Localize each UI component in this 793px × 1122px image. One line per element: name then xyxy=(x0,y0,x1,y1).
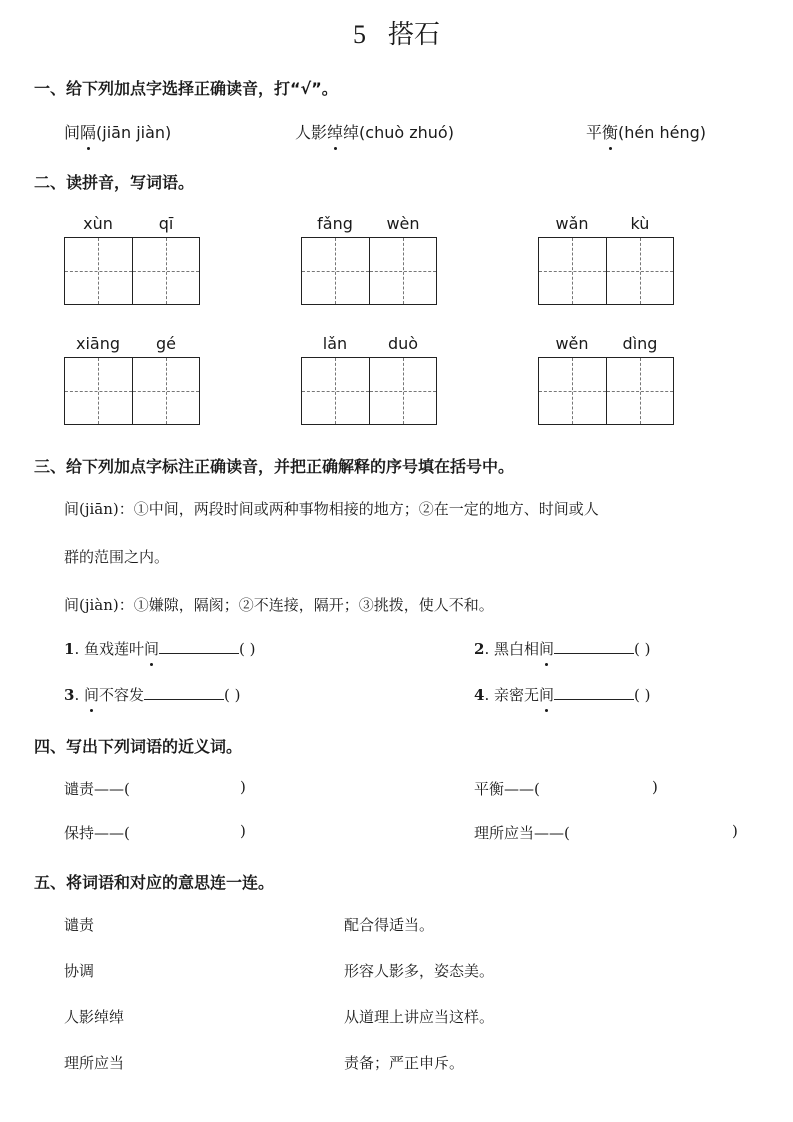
question-4: 4. 亲密无间 ( ) xyxy=(474,686,651,704)
pinyin: gé xyxy=(156,334,176,353)
pinyin: duò xyxy=(387,334,419,353)
definition-jian1-cont: 群的范围之内。 xyxy=(64,548,170,566)
match-word[interactable]: 协调 xyxy=(64,962,95,980)
page-title xyxy=(0,14,793,51)
pinyin: lǎn xyxy=(322,334,348,353)
match-meaning[interactable]: 责备；严正申斥。 xyxy=(344,1054,465,1072)
writing-grid[interactable] xyxy=(301,357,437,425)
s1-item-2: 人影绰绰(chuò zhuó) xyxy=(295,120,454,143)
grid-cell[interactable] xyxy=(65,238,132,304)
definition-jian4: 间(jiàn)：①嫌隙，隔阂；②不连接，隔开；③挑拨，使人不和。 xyxy=(64,596,494,614)
definition-jian1: 间(jiān)：①中间，两段时间或两种事物相接的地方；②在一定的地方、时间或人 xyxy=(64,500,599,518)
grid-cell[interactable] xyxy=(132,238,200,304)
pinyin: kù xyxy=(630,214,650,233)
pinyin: wǎn xyxy=(555,214,589,233)
writing-grid[interactable] xyxy=(64,237,200,305)
section-5-heading: 五、将词语和对应的意思连一连。 xyxy=(34,873,275,892)
answer-blank[interactable] xyxy=(159,639,239,654)
match-word[interactable]: 理所应当 xyxy=(64,1054,125,1072)
grid-cell[interactable] xyxy=(302,358,369,424)
pinyin: wèn xyxy=(386,214,420,233)
match-meaning[interactable]: 从道理上讲应当这样。 xyxy=(344,1008,495,1026)
answer-paren[interactable]: ( ) xyxy=(239,640,256,658)
match-meaning[interactable]: 形容人影多，姿态美。 xyxy=(344,962,495,980)
grid-cell[interactable] xyxy=(539,238,606,304)
synonym-item: 保持——( xyxy=(64,824,130,842)
synonym-item: 理所应当——( xyxy=(474,824,570,842)
pinyin: xiāng xyxy=(75,334,120,353)
lesson-number: 5 xyxy=(352,20,366,49)
s1-item-1: 间隔(jiān jiàn) xyxy=(64,120,171,143)
pinyin: wěn xyxy=(555,334,589,353)
question-1: 1. 鱼戏莲叶间 ( ) xyxy=(64,640,256,658)
answer-blank[interactable] xyxy=(144,685,224,700)
answer-paren[interactable]: ( ) xyxy=(634,640,651,658)
question-2: 2. 黑白相间 ( ) xyxy=(474,640,651,658)
pinyin: xùn xyxy=(83,214,113,233)
writing-grid[interactable] xyxy=(538,237,674,305)
writing-grid[interactable] xyxy=(64,357,200,425)
synonym-close-paren[interactable]: ) xyxy=(652,778,658,796)
grid-cell[interactable] xyxy=(132,358,200,424)
match-meaning[interactable]: 配合得适当。 xyxy=(344,916,435,934)
match-word[interactable]: 人影绰绰 xyxy=(64,1008,125,1026)
pinyin: fǎng xyxy=(317,214,353,233)
grid-cell[interactable] xyxy=(539,358,606,424)
answer-blank[interactable] xyxy=(554,685,634,700)
match-word[interactable]: 谴责 xyxy=(64,916,95,934)
section-1-heading: 一、给下列加点字选择正确读音，打“√”。 xyxy=(34,79,338,98)
grid-cell[interactable] xyxy=(65,358,132,424)
synonym-item: 谴责——( xyxy=(64,780,130,798)
grid-cell[interactable] xyxy=(369,358,437,424)
grid-cell[interactable] xyxy=(606,358,674,424)
synonym-close-paren[interactable]: ) xyxy=(732,822,738,840)
s1-item-3: 平衡(hén héng) xyxy=(586,120,706,143)
pinyin: qī xyxy=(158,214,174,233)
synonym-close-paren[interactable]: ) xyxy=(240,778,246,796)
grid-cell[interactable] xyxy=(606,238,674,304)
synonym-close-paren[interactable]: ) xyxy=(240,822,246,840)
synonym-item: 平衡——( xyxy=(474,780,540,798)
grid-cell[interactable] xyxy=(369,238,437,304)
writing-grid[interactable] xyxy=(301,237,437,305)
section-2-heading: 二、读拼音，写词语。 xyxy=(34,173,195,192)
section-4-heading: 四、写出下列词语的近义词。 xyxy=(34,737,243,756)
question-3: 3. 间不容发 ( ) xyxy=(64,686,241,704)
writing-grid[interactable] xyxy=(538,357,674,425)
pinyin: dìng xyxy=(622,334,658,353)
lesson-title: 搭石 xyxy=(387,20,440,50)
answer-blank[interactable] xyxy=(554,639,634,654)
grid-cell[interactable] xyxy=(302,238,369,304)
answer-paren[interactable]: ( ) xyxy=(224,686,241,704)
answer-paren[interactable]: ( ) xyxy=(634,686,651,704)
section-3-heading: 三、给下列加点字标注正确读音，并把正确解释的序号填在括号中。 xyxy=(34,457,515,476)
